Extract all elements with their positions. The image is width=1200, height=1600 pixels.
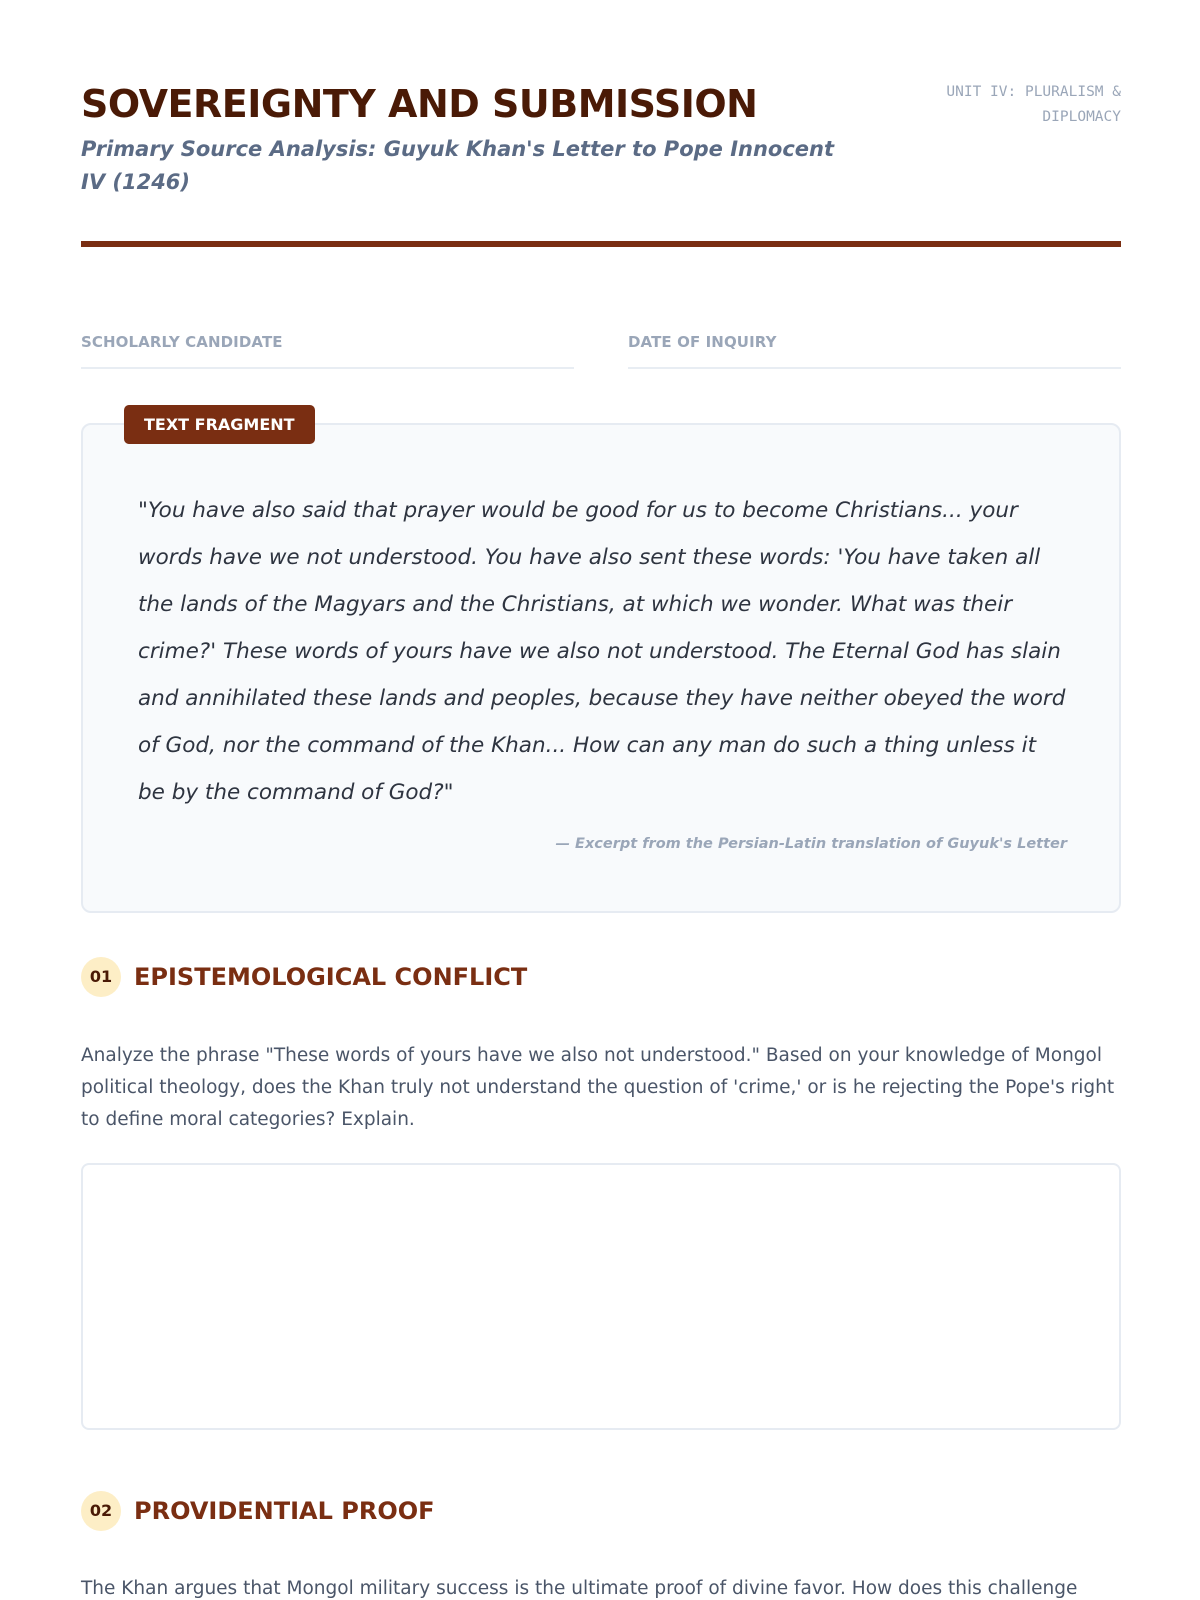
question-1-number-badge: 01: [81, 957, 121, 997]
header-divider: [81, 241, 1121, 247]
question-2-number-badge: 02: [81, 1491, 121, 1531]
question-2-prompt: The Khan argues that Mongol military success is the ultimate proof of divine favor. How does this challenge: [81, 1578, 1078, 1599]
question-1-title: EPISTEMOLOGICAL CONFLICT: [134, 963, 528, 991]
page-subtitle: Primary Source Analysis: Guyuk Khan's Letter to Pope Innocent IV (1246): [81, 137, 835, 194]
question-1-heading: [81, 957, 1121, 997]
worksheet-page: [81, 0, 1121, 1600]
question-1-prompt: Analyze the phrase "These words of yours have we also not understood." Based on your knowledge of Mongol political theology, does the Khan truly not understand the question of 'crime,' or is he rejecting the Pope's right to define moral categories? Explain.: [81, 1045, 1115, 1130]
candidate-field-label: SCHOLARLY CANDIDATE: [81, 333, 283, 351]
unit-label-line-2: DIPLOMACY: [1042, 109, 1121, 125]
question-2-title: PROVIDENTIAL PROOF: [134, 1497, 435, 1525]
date-field-label: DATE OF INQUIRY: [628, 333, 777, 351]
fragment-source: — Excerpt from the Persian-Latin translation of Guyuk's Letter: [555, 836, 1067, 852]
text-fragment-box: [81, 415, 1121, 913]
unit-label-line-1: UNIT IV: PLURALISM &: [946, 84, 1121, 100]
text-fragment-tag: TEXT FRAGMENT: [124, 405, 315, 444]
unit-label: [861, 80, 1121, 130]
question-2-heading: [81, 1491, 1121, 1531]
fragment-quote: "You have also said that prayer would be good for us to become Christians... your words have we not understood. You have also sent these words: 'You have taken all the lands of the Magyars and the Christians, at which we wonder. What was their crime?' These words of yours have we also not understood. The Eternal God has slain and annihilated these lands and peoples, because they have neither obeyed the word of God, nor the command of the Khan... How can any man do such a thing unless it be by the command of God?": [138, 498, 1066, 805]
question-1-answer-box[interactable]: [81, 1163, 1121, 1430]
candidate-name-field[interactable]: [81, 333, 574, 369]
page-title: SOVEREIGNTY AND SUBMISSION: [81, 82, 758, 126]
inquiry-date-field[interactable]: [628, 333, 1121, 369]
